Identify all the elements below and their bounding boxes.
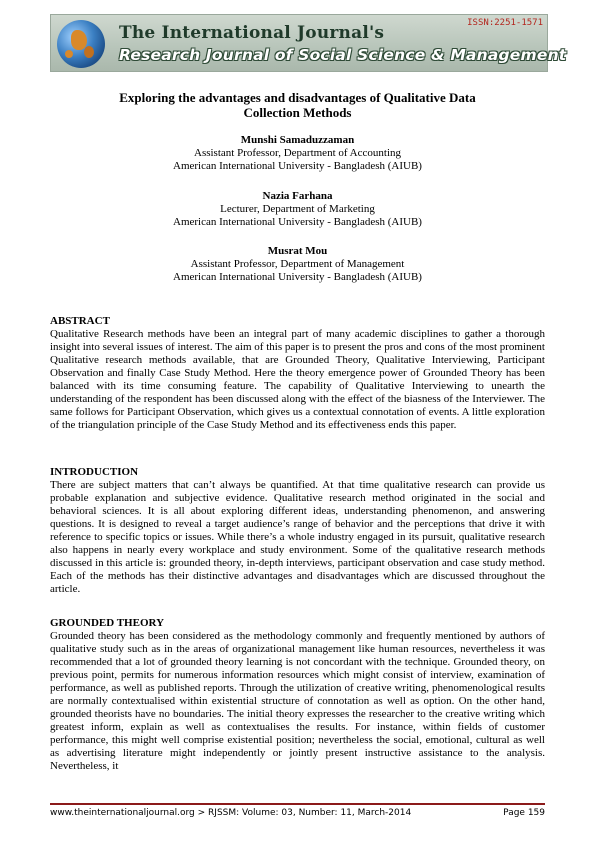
grounded-theory-heading: GROUNDED THEORY [50, 617, 165, 629]
author-name: Munshi Samaduzzaman [240, 134, 355, 146]
author-1 [60, 134, 535, 173]
grounded-theory-text: Grounded theory has been considered as the methodology commonly and frequently mentioned by authors of qualitative study such as in the areas of organizational management like human resources, nevertheless it was recommended that a lot of grounded theory learning is not concordant with the technique. Grounded theory, on previous point, permits for numerous information resources which might consist of interview, examination of performance, as well as published reports. Through the utilization of creative writing, phenomenological results are normally contextualised within existential structure of connotation as well as option. On the other hand, grounded theorists have no boundaries. The initial theory expresses the researcher to the creative writing which greatest inform, explain as well as contextualises the results. For instance, within fields of customer performance, this might well comprise existential position; nevertheless the social, emotional, cultural as well as advertising literature might independently or jointly present instructive assistance to the analysis. Nevertheless, it [50, 630, 545, 772]
paper-title-line2: Collection Methods [243, 105, 352, 120]
abstract-text: Qualitative Research methods have been an integral part of many academic disciplines to gather a thorough insight into several issues of interest. The aim of this paper is to present the pros and cons of the most prominent Qualitative research methods available, that are Grounded Theory, Qualitative Interviewing, Participant Observation and finally Case Study Method. Here the theory emergence power of Grounded Theory has been balanced with its time consuming feature. The capability of Qualitative Interviewing to unearth the understanding of the respondent has been discussed along with the effect of the biasness of the Interviewer. The same follows for Participant Observation, which gives us a contextual connotation of events. A little exploration of the triangulation principle of the Case Study Method and its effectiveness ends this paper. [50, 328, 545, 431]
issn-label: ISSN:2251-1571 [467, 18, 543, 28]
author-affiliation: American International University - Bangladesh (AIUB) [173, 271, 422, 283]
author-name: Musrat Mou [267, 245, 328, 257]
author-position: Assistant Professor, Department of Accounting [194, 147, 401, 159]
page-number: Page 159 [503, 808, 545, 818]
globe-logo-icon [57, 20, 105, 68]
introduction-section [50, 466, 545, 596]
author-name: Nazia Farhana [262, 190, 333, 202]
journal-name-line2: Research Journal of Social Science & Management [119, 46, 567, 64]
author-position: Assistant Professor, Department of Management [190, 258, 405, 270]
footer-citation: www.theinternationaljournal.org > RJSSM: Volume: 03, Number: 11, March-2014 [50, 808, 412, 818]
introduction-heading: INTRODUCTION [50, 466, 139, 478]
introduction-text: There are subject matters that can’t always be quantified. At that time qualitative research can provide us probable explanation and subjective evidence. Qualitative research method originated in the social and behavioral sciences. It is all about exploring different ideas, understanding phenomenon, and answering questions. It is designed to reveal a target audience’s range of behavior and the perceptions that drive it with reference to specific topics or issues. While there’s a whole industry engaged in its pursuit, qualitative research also happens in nearly every workplace and study environment. Some of the qualitative research methods discussed in this article is: grounded theory, in-depth interviews, participant observation and case study method. Each of the methods has their distinctive advantages and disadvantages which are discussed throughout the article. [50, 479, 545, 595]
author-2 [60, 190, 535, 229]
journal-banner [50, 14, 567, 72]
author-affiliation: American International University - Bangladesh (AIUB) [173, 216, 422, 228]
grounded-theory-section [50, 617, 545, 773]
paper-title-line1: Exploring the advantages and disadvantages of Qualitative Data [119, 90, 476, 105]
author-affiliation: American International University - Bangladesh (AIUB) [173, 160, 422, 172]
author-position: Lecturer, Department of Marketing [220, 203, 375, 215]
author-3 [60, 245, 535, 284]
abstract-section [50, 315, 545, 432]
journal-name-line1: The International Journal's [119, 23, 385, 43]
paper-title [60, 90, 535, 120]
footer-divider [50, 803, 545, 805]
abstract-heading: ABSTRACT [50, 315, 110, 327]
